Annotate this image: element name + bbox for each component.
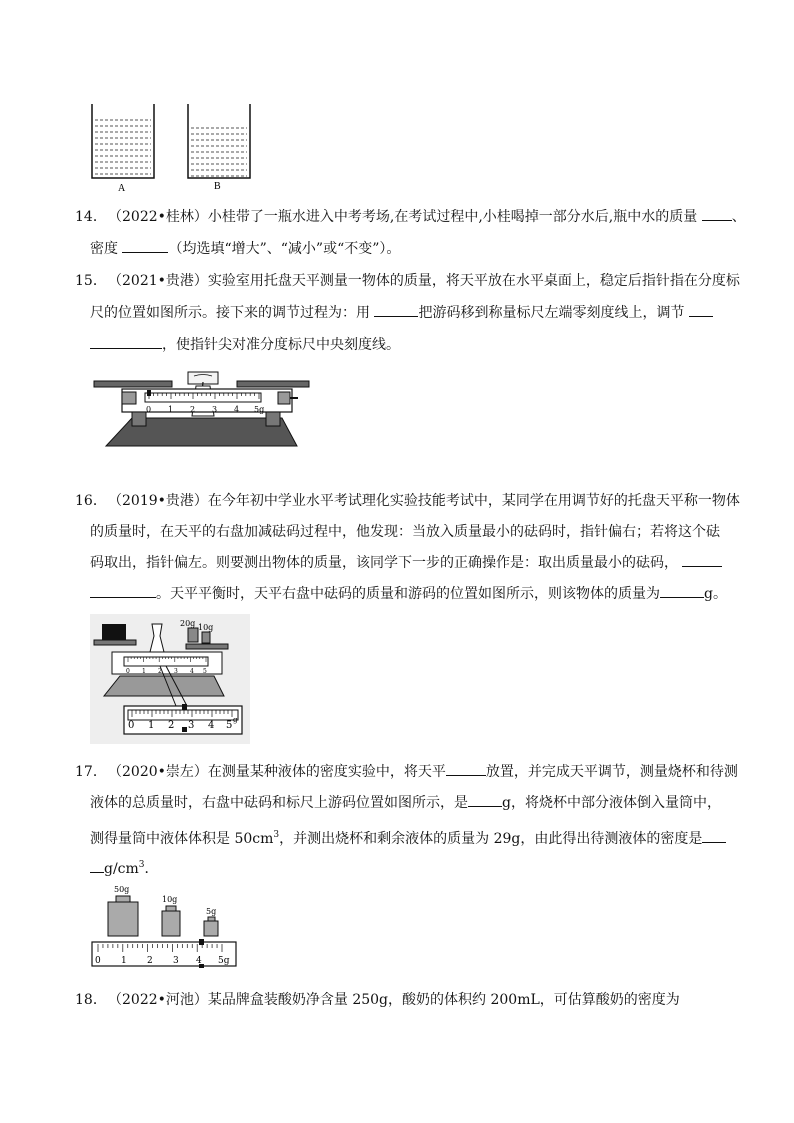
weights-tick-4: 4: [196, 956, 202, 966]
right-foot: [266, 412, 280, 426]
zoom-tick-3: 3: [188, 720, 195, 731]
q14-text-1: 小桂带了一瓶水进入中考考场,在考试过程中,小桂喝掉一部分水后,瓶中水的质量: [207, 209, 698, 225]
q16-number: 16．: [75, 493, 107, 509]
weights-rider-top: [199, 939, 204, 945]
q16-blank-op-b[interactable]: [90, 585, 156, 598]
q14-number: 14．: [75, 209, 107, 225]
q16-line-2: [90, 523, 720, 541]
scale1-tick-4: 4: [234, 405, 240, 414]
small-tick-4: 4: [190, 668, 194, 675]
q14-blank-density[interactable]: [122, 240, 168, 253]
weight-10g-2: [162, 911, 180, 936]
left-foot: [132, 412, 146, 426]
balance-figure-2: [90, 614, 250, 744]
weight-10g: [202, 632, 210, 643]
q17-line-1: [75, 763, 738, 781]
q14-line-1: [75, 208, 746, 226]
q16-text-1: 在今年初中学业水平考试理化实验技能考试中，某同学在用调节好的托盘天平称一物体: [207, 493, 740, 509]
weight-50g-label: 50g: [114, 885, 130, 894]
q17-blank-place[interactable]: [446, 763, 486, 776]
q17-blank-density-a[interactable]: [702, 830, 726, 843]
right-nut: [278, 392, 290, 404]
beaker-b-waves: [191, 128, 247, 176]
weights-tick-3: 3: [173, 956, 179, 966]
weight-5g-knob: [208, 917, 215, 921]
q17-text-5a: 测得量筒中液体体积是 50cm: [90, 831, 274, 847]
q16-source: （2019•贵港）: [108, 493, 208, 509]
weights-tick-0: 0: [95, 956, 101, 966]
weights-tick-2: 2: [147, 956, 153, 966]
right-pan-2: [186, 644, 228, 649]
scale1-tick-2: 2: [190, 405, 196, 414]
q14-sep: 、: [731, 209, 746, 225]
q14-text-3: （均选填“增大”、“减小”或“不变”）。: [168, 241, 401, 257]
small-tick-2: 2: [158, 668, 162, 675]
q15-text-3: 把游码移到称量标尺左端零刻度线上，调节: [418, 305, 685, 321]
scale1-tick-1: 1: [168, 405, 174, 414]
q15-blank-adjust-a[interactable]: [689, 304, 713, 317]
weight-5g: [204, 921, 218, 936]
right-pan: [237, 381, 309, 387]
q16-line-4: [90, 585, 727, 603]
weight-10g-label: 10g: [198, 623, 214, 632]
small-tick-0: 0: [126, 668, 130, 675]
zoom-tick-2: 2: [168, 720, 175, 731]
small-tick-1: 1: [142, 668, 146, 675]
q17-line-2: [90, 794, 721, 812]
weights-figure: [90, 882, 240, 970]
q15-text-1: 实验室用托盘天平测量一物体的质量，将天平放在水平桌面上，稳定后指针指在分度标: [207, 273, 740, 289]
zoom-tick-0: 0: [128, 720, 135, 731]
small-tick-5: 5: [203, 668, 207, 675]
weight-10g-knob: [166, 906, 176, 911]
q15-line-1: [75, 272, 740, 290]
q17-blank-density-b[interactable]: [90, 860, 104, 873]
weight-5g-label: 5g: [206, 907, 217, 916]
zoom-tick-5: 5: [226, 720, 233, 731]
q14-line-2: [90, 240, 400, 258]
zoom-tick-4: 4: [208, 720, 215, 731]
q15-blank-tool[interactable]: [374, 304, 418, 317]
weight-20g: [188, 628, 198, 642]
q17-line-4: [90, 856, 159, 878]
weights-tick-5: 5g: [218, 956, 230, 966]
q18-text-1: 某品牌盒装酸奶净含量 250g，酸奶的体积约 200mL，可估算酸奶的密度为: [207, 992, 680, 1008]
left-nut: [122, 392, 136, 404]
left-pan: [94, 381, 172, 387]
q15-source: （2021•贵港）: [108, 273, 208, 289]
q16-text-5: g。: [704, 586, 727, 602]
q15-number: 15．: [75, 273, 107, 289]
object-block: [102, 624, 126, 640]
q14-text-2: 密度: [90, 241, 118, 257]
zoom-tick-1: 1: [148, 720, 155, 731]
q17-sup-3b: 3: [138, 860, 145, 870]
weights-tick-1: 1: [121, 956, 127, 966]
q15-line-3: [90, 336, 400, 354]
q14-source: （2022•桂林）: [108, 209, 208, 225]
zoom-rider-bottom: [182, 727, 187, 732]
balance-diagram-1: [92, 368, 312, 473]
small-tick-3: 3: [174, 668, 178, 675]
scale1-tick-3: 3: [212, 405, 218, 414]
q18-number: 18．: [75, 992, 107, 1008]
q15-line-2: [90, 304, 713, 322]
balance-figure-1: [92, 368, 312, 473]
weight-50g: [108, 902, 138, 936]
q15-text-2: 尺的位置如图所示。接下来的调节过程为：用: [90, 305, 370, 321]
q17-text-4: g，将烧杯中部分液体倒入量筒中，: [502, 795, 721, 811]
q16-blank-op-a[interactable]: [682, 554, 722, 567]
q18-source: （2022•河池）: [108, 992, 208, 1008]
rider: [147, 390, 151, 396]
q16-text-3: 码取出，指针偏左。则要测出物体的质量，该同学下一步的正确操作是：取出质量最小的砝码，: [90, 555, 678, 571]
weight-20g-label: 20g: [180, 619, 196, 628]
q17-number: 17．: [75, 764, 107, 780]
zoom-tick-unit: g: [233, 716, 238, 724]
beaker-b-label: B: [214, 181, 221, 192]
q17-blank-mass[interactable]: [468, 794, 502, 807]
zoom-rider-top: [182, 704, 187, 710]
q16-text-4: 。天平平衡时，天平右盘中砝码的质量和游码的位置如图所示，则该物体的质量为: [156, 586, 660, 602]
beaker-a-label: A: [118, 183, 126, 194]
left-pan-2: [94, 640, 136, 645]
q16-line-1: [75, 492, 740, 510]
q18-line-1: [75, 991, 680, 1009]
q17-text-6b: ．: [144, 861, 159, 877]
q16-blank-mass[interactable]: [660, 585, 704, 598]
beaker-b-outline: [188, 104, 250, 178]
q17-text-5b: ，并测出烧杯和剩余液体的质量为 29g，由此得出待测液体的密度是: [279, 831, 703, 847]
scale1-tick-5: 5g: [254, 405, 265, 414]
q17-text-3: 液体的总质量时，右盘中砝码和标尺上游码位置如图所示，是: [90, 795, 468, 811]
weights-ruler-box: [92, 942, 236, 966]
q17-line-3: [90, 826, 726, 848]
q17-text-6a: g/cm: [104, 861, 139, 877]
scale1-tick-0: 0: [146, 405, 152, 414]
q15-blank-adjust-b[interactable]: [90, 336, 162, 349]
q17-sup-3: 3: [273, 830, 280, 840]
q15-text-4: ，使指针尖对准分度标尺中央刻度线。: [162, 337, 400, 353]
q16-text-2: 的质量时，在天平的右盘加减砝码过程中，他发现：当放入质量最小的砝码时，指针偏右；若将这个砝: [90, 524, 720, 540]
weight-10g-label-2: 10g: [162, 895, 178, 904]
q17-text-1: 在测量某种液体的密度实验中，将天平: [207, 764, 446, 780]
beakers-diagram: [88, 100, 258, 195]
beakers-figure: [88, 100, 258, 195]
zoom-ruler: [128, 710, 238, 720]
weights-diagram: [90, 882, 240, 970]
q14-blank-mass[interactable]: [702, 208, 732, 221]
base-2: [104, 676, 224, 696]
balance-diagram-2: [90, 614, 250, 744]
q17-source: （2020•崇左）: [108, 764, 208, 780]
small-ruler: [124, 657, 208, 666]
q16-line-3: [90, 554, 722, 572]
weight-50g-knob: [116, 896, 130, 902]
q17-text-2: 放置，并完成天平调节，测量烧杯和待测: [485, 764, 738, 780]
